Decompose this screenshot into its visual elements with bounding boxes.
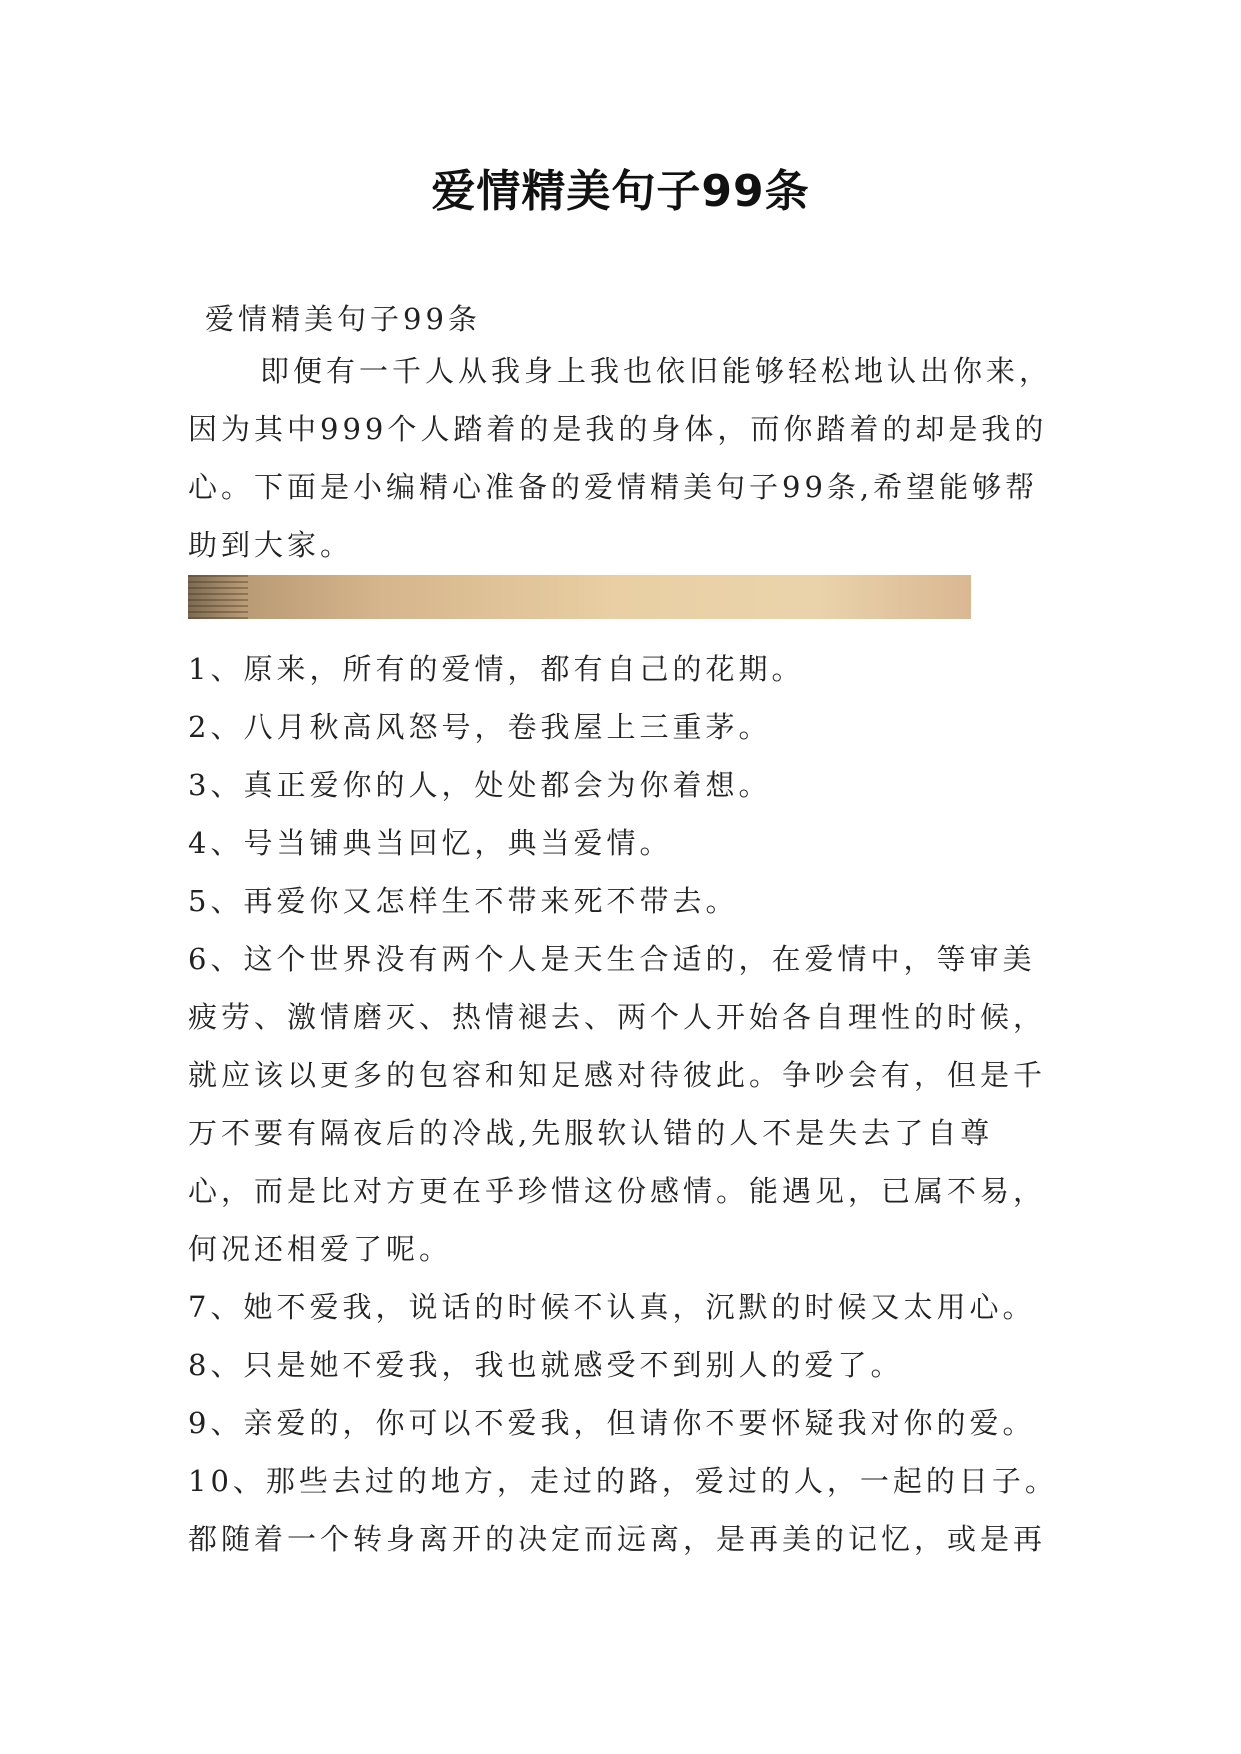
- list-item: 9、亲爱的，你可以不爱我，但请你不要怀疑我对你的爱。: [188, 1406, 1036, 1440]
- list-item: 6、这个世界没有两个人是天生合适的，在爱情中，等审美疲劳、激情磨灭、热情褪去、两个人开始各自理性的时候，就应该以更多的包容和知足感对待彼此。争吵会有，但是千万不要有隔夜后的冷战,先服软认错的人不是失去了自尊心，而是比对方更在乎珍惜这份感情。能遇见，已属不易，何况还相爱了呢。: [188, 942, 1047, 1266]
- list-item: 2、八月秋高风怒号，卷我屋上三重茅。: [188, 710, 772, 744]
- sentence-list: [188, 640, 1058, 1568]
- document-subtitle: 爱情精美句子99条: [205, 302, 481, 336]
- banner-texture: [188, 575, 248, 619]
- list-item: 7、她不爱我，说话的时候不认真，沉默的时候又太用心。: [188, 1290, 1036, 1324]
- list-item: 4、号当铺典当回忆，典当爱情。: [188, 826, 673, 860]
- banner-image: [188, 575, 971, 619]
- document-title: 爱情精美句子99条: [431, 166, 810, 217]
- list-item: 10、那些去过的地方，走过的路，爱过的人，一起的日子。都随着一个转身离开的决定而远离，是再美的记忆，或是再: [188, 1464, 1058, 1556]
- list-item: 8、只是她不爱我，我也就感受不到别人的爱了。: [188, 1348, 904, 1382]
- list-item: 3、真正爱你的人，处处都会为你着想。: [188, 768, 772, 802]
- list-item: 1、原来，所有的爱情，都有自己的花期。: [188, 652, 805, 686]
- intro-paragraph: 即便有一千人从我身上我也依旧能够轻松地认出你来，因为其中999个人踏着的是我的身体，而你踏着的却是我的心。下面是小编精心准备的爱情精美句子99条,希望能够帮助到大家。: [188, 354, 1053, 562]
- list-item: 5、再爱你又怎样生不带来死不带去。: [188, 884, 739, 918]
